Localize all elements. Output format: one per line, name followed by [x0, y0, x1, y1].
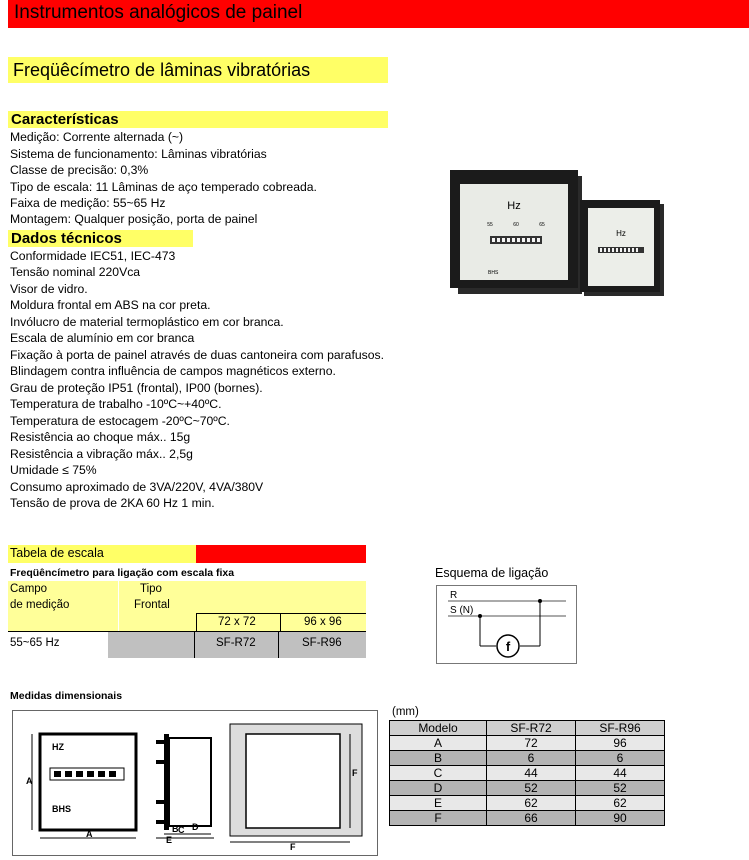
- product-title-box: [8, 57, 388, 83]
- small-meter-hz-label: Hz: [616, 229, 626, 238]
- table-row: B 6 6: [390, 751, 665, 766]
- technical-line: Consumo aproximado de 3VA/220V, 4VA/380V: [10, 480, 264, 494]
- table-row: E 62 62: [390, 796, 665, 811]
- large-meter-brand: BHS: [488, 270, 499, 276]
- col-campo: Campo: [10, 583, 48, 595]
- wiring-title: Esquema de ligação: [435, 566, 549, 580]
- wiring-s-label: S (N): [450, 605, 474, 616]
- model-sf-r72: SF-R72: [216, 637, 256, 649]
- characteristic-line: Montagem: Qualquer posição, porta de painel: [10, 212, 258, 226]
- technical-line: Resistência a vibração máx.. 2,5g: [10, 447, 193, 461]
- characteristic-line: Classe de precisão: 0,3%: [10, 163, 149, 177]
- svg-text:f: f: [505, 639, 511, 654]
- scale-table-header: [8, 581, 366, 631]
- technical-line: Umidade ≤ 75%: [10, 463, 97, 477]
- dimensions-title: Medidas dimensionais: [10, 690, 123, 702]
- scale-table-title: Tabela de escala: [10, 546, 104, 560]
- svg-text:E: E: [166, 835, 173, 845]
- model-sf-r96: SF-R96: [302, 637, 342, 649]
- product-photo: [446, 170, 672, 298]
- table-header-row: [390, 721, 665, 736]
- scale-table-subtitle: Freqüêncímetro para ligação com escala fixa: [10, 567, 235, 579]
- wiring-diagram: [436, 585, 577, 664]
- header-sf-r72: SF-R72: [487, 721, 576, 736]
- scale-table-title-bar: [8, 545, 366, 563]
- scale-table-row: [108, 632, 366, 658]
- size-96: 96 x 96: [304, 616, 342, 628]
- table-row: A 72 96: [390, 736, 665, 751]
- range-value: 55~65 Hz: [10, 637, 60, 649]
- technical-heading: Dados técnicos: [11, 230, 122, 247]
- technical-line: Moldura frontal em ABS na cor preta.: [10, 298, 211, 312]
- technical-line: Escala de alumínio em cor branca: [10, 331, 195, 345]
- col-frontal: Frontal: [134, 599, 170, 611]
- technical-line: Temperatura de estocagem -20ºC~70ºC.: [10, 414, 230, 428]
- dimensions-unit: (mm): [392, 706, 419, 718]
- technical-line: Tensão nominal 220Vca: [10, 265, 141, 279]
- characteristics-heading: Características: [11, 111, 119, 128]
- characteristic-line: Tipo de escala: 11 Lâminas de aço temperado cobreada.: [10, 180, 317, 194]
- technical-line: Grau de proteção IP51 (frontal), IP00 (bornes).: [10, 381, 263, 395]
- table-row: C 44 44: [390, 766, 665, 781]
- technical-line: Visor de vidro.: [10, 282, 88, 296]
- svg-text:D: D: [192, 822, 199, 832]
- technical-line: Conformidade IEC51, IEC-473: [10, 249, 176, 263]
- svg-text:A: A: [86, 829, 93, 839]
- banner-title: Instrumentos analógicos de painel: [14, 2, 303, 23]
- svg-text:C: C: [178, 825, 185, 835]
- svg-text:F: F: [290, 842, 296, 852]
- characteristic-line: Faixa de medição: 55~65 Hz: [10, 196, 166, 210]
- svg-text:BHS: BHS: [52, 804, 72, 814]
- characteristic-line: Sistema de funcionamento: Lâminas vibratórias: [10, 147, 267, 161]
- technical-line: Fixação à porta de painel através de duas cantoneira com parafusos.: [10, 348, 384, 362]
- svg-text:B: B: [172, 824, 179, 834]
- technical-heading-box: [8, 230, 193, 247]
- col-de-medicao: de medição: [10, 599, 70, 611]
- characteristic-line: Medição: Corrente alternada (~): [10, 130, 184, 144]
- dimensions-table: [389, 720, 665, 826]
- page-banner: [8, 0, 749, 28]
- svg-text:55: 55: [487, 222, 493, 228]
- product-title: Freqüêcímetro de lâminas vibratórias: [13, 60, 311, 80]
- technical-line: Invólucro de material termoplástico em cor branca.: [10, 315, 284, 329]
- wiring-r-label: R: [450, 590, 458, 601]
- svg-text:F: F: [352, 768, 358, 778]
- svg-text:HZ: HZ: [52, 742, 64, 752]
- svg-text:65: 65: [539, 222, 545, 228]
- size-72: 72 x 72: [218, 616, 256, 628]
- technical-line: Tensão de prova de 2KA 60 Hz 1 min.: [10, 496, 215, 510]
- header-sf-r96: SF-R96: [576, 721, 665, 736]
- table-row: D 52 52: [390, 781, 665, 796]
- svg-text:A: A: [26, 776, 33, 786]
- technical-line: Resistência ao choque máx.. 15g: [10, 430, 191, 444]
- dimension-drawing: [12, 710, 378, 856]
- technical-line: Blindagem contra influência de campos magnéticos externo.: [10, 364, 336, 378]
- table-row: F 66 90: [390, 811, 665, 826]
- technical-line: Temperatura de trabalho -10ºC~+40ºC.: [10, 397, 222, 411]
- characteristics-heading-box: [8, 111, 388, 128]
- header-modelo: Modelo: [390, 721, 487, 736]
- large-meter-hz-label: Hz: [507, 200, 521, 212]
- col-tipo: Tipo: [140, 583, 162, 595]
- svg-text:60: 60: [513, 222, 519, 228]
